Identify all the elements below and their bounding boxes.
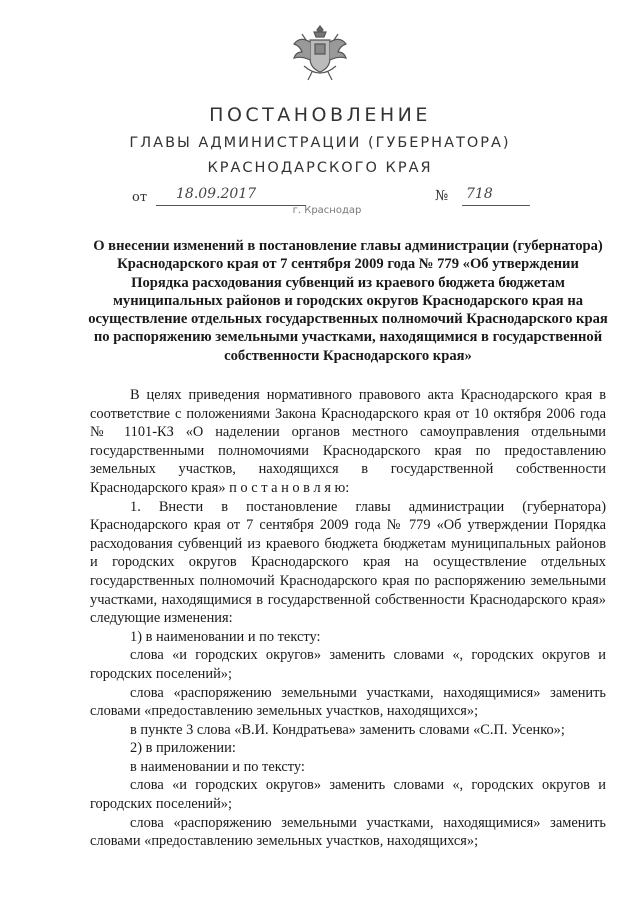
city-label: г. Краснодар bbox=[292, 205, 362, 216]
date-label: от bbox=[132, 190, 148, 205]
body-paragraph: слова «и городских округов» заменить словами «, городских округов и городских поселений»; bbox=[90, 777, 606, 813]
number-label: № bbox=[435, 188, 449, 204]
body-paragraph: слова «распоряжению земельными участками, находящимися» заменить словами «предоставлению земельных участков, находящихся»; bbox=[90, 814, 606, 850]
issuer-line-1: ГЛАВЫ АДМИНИСТРАЦИИ (ГУБЕРНАТОРА) bbox=[129, 135, 511, 151]
body-paragraph: слова «и городских округов» заменить словами «, городских округов и городских поселений»; bbox=[90, 647, 606, 682]
body-paragraph: 1. Внести в постановление главы администрации (губернатора) Краснодарского края от 7 сентября 2009 года № 779 «Об утверждении Порядка расходования субвенций из краевого бюджета бюджетам муниципальных районов и городских округов Краснодарского края на осуществление отдельных государственных полномочий Краснодарского края по распоряжению земельными участками, находящимися в государственной собственности Краснодарского края» следующие изменения: bbox=[90, 498, 606, 627]
krasnodar-coat-of-arms-icon bbox=[288, 22, 352, 86]
issuer-line-2: КРАСНОДАРСКОГО КРАЯ bbox=[207, 160, 433, 176]
body-paragraph: 1) в наименовании и по тексту: bbox=[130, 628, 321, 645]
document-body bbox=[90, 386, 606, 851]
document-date: 18.09.2017 bbox=[156, 186, 306, 206]
body-paragraph: в наименовании и по тексту: bbox=[130, 758, 305, 775]
document-type-heading: ПОСТАНОВЛЕНИЕ bbox=[209, 104, 431, 126]
document-title: О внесении изменений в постановление главы администрации (губернатора) Краснодарского края от 7 сентября 2009 года № 779 «Об утверждении Порядка расходования субвенций из краевого бюджета бюджетам муниципальных районов и городских округов Краснодарского края на осуществление отдельных государственных полномочий Краснодарского края по распоряжению земельными участками, находящимися в государственной собственности Краснодарского края» bbox=[88, 238, 608, 364]
body-paragraph: слова «распоряжению земельными участками, находящимися» заменить словами «предоставлению земельных участков, находящихся»; bbox=[90, 684, 606, 720]
body-paragraph: В целях приведения нормативного правового акта Краснодарского края в соответствие с положениями Закона Краснодарского края от 10 октября 2006 года № 1101-КЗ «О наделении органов местного самоуправления отдельными государственными полномочиями Краснодарского края по предоставлению земельных участков, находящихся в государственной собственности Краснодарского края» п о с т а н о в л я ю: bbox=[90, 387, 606, 496]
body-paragraph: 2) в приложении: bbox=[130, 740, 236, 757]
document-number: 718 bbox=[462, 186, 530, 206]
body-paragraph: в пункте 3 слова «В.И. Кондратьева» заменить словами «С.П. Усенко»; bbox=[130, 721, 565, 738]
